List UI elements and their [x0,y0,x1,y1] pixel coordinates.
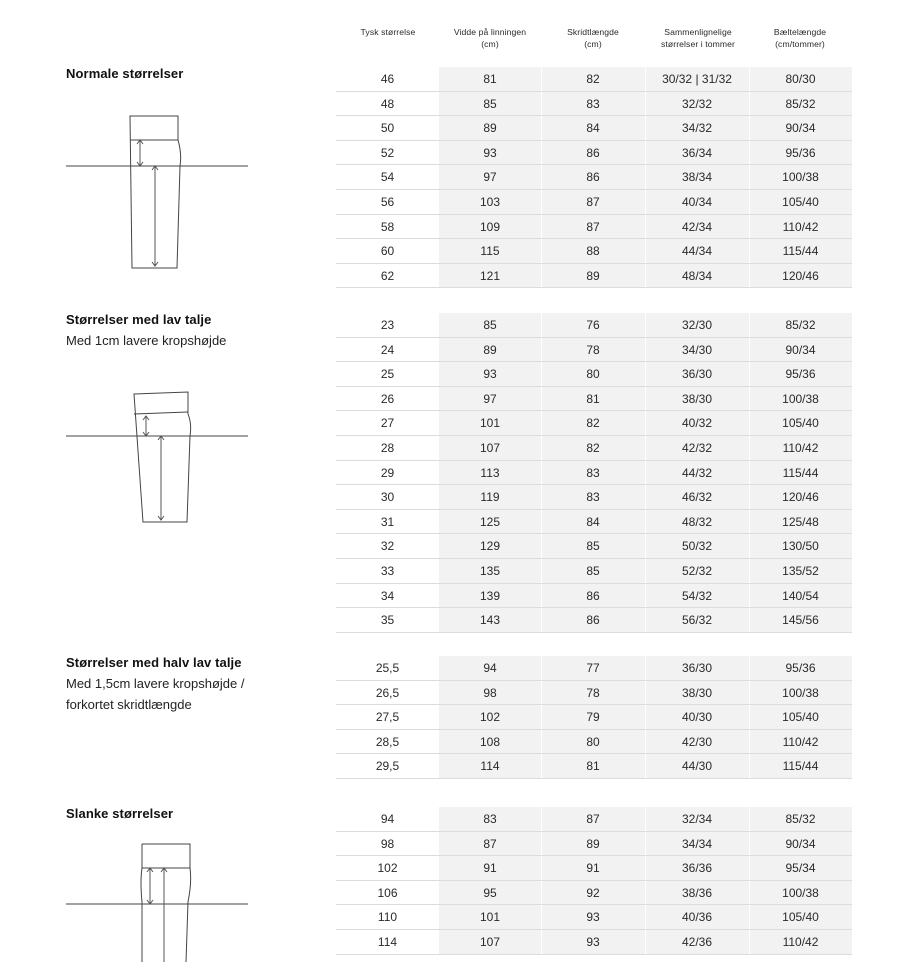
column-header-line: Sammenlignelige [664,27,732,37]
table-cell: 95/34 [785,861,816,876]
table-cell: 87 [483,836,497,851]
table-cell: 25,5 [375,661,400,675]
column-header-line: Vidde på linningen [453,27,527,37]
table-cell: 60 [380,244,395,259]
table-cell: 139 [479,588,501,603]
column-header-line: Tysk størrelse [360,27,416,37]
table-cell: 121 [479,268,501,283]
table-cell: 34 [380,588,395,603]
trouser-measurement-diagram [60,832,260,962]
table-cell: 83 [586,490,600,505]
table-cell: 129 [479,539,501,554]
table-cell: 36/30 [681,367,713,382]
table-cell: 87 [586,219,600,234]
table-cell: 110/42 [782,219,819,234]
table-cell: 97 [483,170,497,185]
table-cell: 30 [380,490,395,505]
table-cell: 81 [586,391,600,406]
table-row [336,190,852,215]
table-cell: 145/56 [782,613,819,628]
table-cell: 105/40 [782,416,819,431]
table-cell: 40/30 [681,710,713,725]
table-cell: 89 [586,268,600,283]
table-cell: 90/34 [785,836,816,851]
table-cell: 81 [586,759,600,774]
table-cell: 120/46 [782,490,819,505]
table-cell: 44/34 [681,244,713,259]
table-cell: 42/32 [681,441,713,455]
table-cell: 56/32 [681,613,713,628]
table-cell: 115 [480,244,500,259]
table-cell: 81 [483,72,497,86]
table-cell: 38/30 [681,685,713,700]
table-cell: 100/38 [782,885,819,900]
table-cell: 38/36 [681,885,713,900]
table-row [336,534,852,559]
table-cell: 58 [380,219,395,234]
table-cell: 76 [586,318,600,332]
table-row [336,141,852,166]
table-header [0,26,907,56]
table-cell: 29,5 [375,759,400,774]
table-cell: 28 [380,441,395,455]
table-cell: 108 [479,734,501,749]
table-cell: 42/34 [681,219,713,234]
table-cell: 42/30 [681,734,713,749]
table-cell: 100/38 [782,685,819,700]
table-cell: 135/52 [782,564,819,578]
table-cell: 135 [479,564,501,578]
table-cell: 34/32 [681,121,713,136]
table-cell: 93 [586,935,600,949]
section-subtitle: Med 1cm lavere kropshøjde [66,333,227,348]
table-cell: 95/36 [785,145,816,160]
table-cell: 46 [380,72,395,86]
table-row [336,681,852,706]
table-row [336,411,852,436]
table-cell: 28,5 [375,734,400,749]
table-cell: 38/34 [681,170,713,185]
column-header [740,26,860,50]
table-cell: 82 [586,441,600,455]
table-cell: 40/32 [681,416,713,431]
table-row [336,436,852,461]
table-cell: 89 [483,342,497,357]
column-header-line: (cm/tommer) [775,39,825,49]
table-cell: 84 [586,514,600,529]
table-cell: 36/36 [681,861,713,876]
table-row [336,215,852,240]
table-row [336,754,852,779]
table-cell: 125 [479,514,501,529]
table-cell: 95/36 [785,661,816,675]
section-subtitle: forkortet skridtlængde [66,697,192,712]
table-cell: 113 [480,465,500,480]
table-row [336,239,852,264]
table-cell: 40/34 [681,195,713,209]
table-cell: 89 [586,836,600,851]
table-cell: 94 [380,812,395,826]
table-cell: 54/32 [681,588,713,603]
table-cell: 82 [586,416,600,431]
table-cell: 97 [483,391,497,406]
table-cell: 44/32 [681,465,713,480]
table-cell: 105/40 [782,710,819,725]
table-cell: 85 [483,96,497,111]
table-cell: 86 [586,588,600,603]
table-cell: 50/32 [681,539,713,554]
table-row [336,510,852,535]
table-cell: 91 [483,861,497,876]
table-cell: 102 [377,861,398,876]
table-row [336,608,852,633]
table-cell: 130/50 [782,539,819,554]
table-cell: 32/32 [681,96,713,111]
section-subtitle: Med 1,5cm lavere kropshøjde / [66,676,245,691]
column-header-line: Skridtlængde [567,27,619,37]
table-cell: 83 [586,96,600,111]
table-cell: 80/30 [785,72,816,86]
table-cell: 95/36 [785,367,816,382]
section-title: Størrelser med lav talje [66,312,212,327]
table-cell: 80 [586,367,600,382]
table-cell: 90/34 [785,121,816,136]
table-cell: 27,5 [375,710,400,725]
table-cell: 143 [479,613,501,628]
table-cell: 50 [380,121,395,136]
table-cell: 115/44 [782,244,819,259]
table-cell: 36/30 [681,661,713,675]
column-header-line: (cm) [584,39,602,49]
table-cell: 84 [586,121,600,136]
table-cell: 40/36 [681,910,713,925]
table-cell: 93 [483,367,497,382]
table-row [336,930,852,955]
table-cell: 23 [380,318,395,332]
table-cell: 115/44 [782,465,819,480]
table-cell: 31 [380,514,395,529]
table-cell: 91 [586,861,600,876]
table-cell: 105/40 [782,910,819,925]
table-cell: 85/32 [785,812,816,826]
table-cell: 79 [586,710,600,725]
table-row [336,485,852,510]
table-cell: 100/38 [782,170,819,185]
table-row [336,116,852,141]
table-row [336,338,852,363]
table-cell: 110/42 [782,441,819,455]
column-header-line: Bæltelængde [773,27,827,37]
trouser-measurement-diagram [60,384,260,554]
column-header-line: (cm) [481,39,499,49]
table-cell: 86 [586,613,600,628]
table-cell: 107 [479,441,501,455]
table-row [336,362,852,387]
table-cell: 106 [377,885,398,900]
table-cell: 78 [586,685,600,700]
table-cell: 35 [380,613,395,628]
table-cell: 46/32 [681,490,713,505]
table-row [336,705,852,730]
trouser-measurement-diagram [60,108,260,278]
table-row [336,165,852,190]
table-cell: 98 [380,836,395,851]
table-cell: 34/30 [681,342,713,357]
table-cell: 33 [380,564,395,578]
table-cell: 48/34 [681,268,713,283]
table-cell: 83 [483,812,497,826]
column-header [430,26,550,50]
table-cell: 56 [380,195,395,209]
table-cell: 115/44 [782,759,819,774]
column-header-line: størrelser i tommer [661,39,735,49]
table-cell: 102 [479,710,501,725]
table-cell: 38/30 [681,391,713,406]
table-cell: 110/42 [782,935,819,949]
table-cell: 29 [380,465,395,480]
table-cell: 26 [380,391,395,406]
table-cell: 25 [380,367,395,382]
table-cell: 34/34 [681,836,713,851]
table-cell: 86 [586,145,600,160]
table-row [336,92,852,117]
table-cell: 94 [483,661,497,675]
table-cell: 85 [586,539,600,554]
table-cell: 101 [479,416,501,431]
table-row [336,461,852,486]
table-cell: 52 [380,145,395,160]
table-row [336,730,852,755]
table-cell: 89 [483,121,497,136]
table-row [336,807,852,832]
table-row [336,656,852,681]
table-cell: 62 [380,268,395,283]
table-cell: 32 [380,539,395,554]
table-cell: 42/36 [681,935,713,949]
table-cell: 36/34 [681,145,713,160]
table-cell: 82 [586,72,600,86]
table-cell: 105/40 [782,195,819,209]
table-cell: 54 [380,170,395,185]
table-cell: 92 [586,885,600,900]
table-row [336,905,852,930]
section-title: Normale størrelser [66,66,184,81]
table-cell: 30/32 | 31/32 [662,72,732,86]
table-cell: 86 [586,170,600,185]
table-cell: 101 [479,910,501,925]
table-cell: 109 [479,219,501,234]
table-cell: 110 [377,910,398,925]
table-row [336,67,852,92]
table-cell: 110/42 [782,734,819,749]
table-cell: 80 [586,734,600,749]
table-cell: 44/30 [681,759,713,774]
table-cell: 48 [380,96,395,111]
table-row [336,832,852,857]
table-row [336,313,852,338]
table-cell: 85/32 [785,96,816,111]
table-cell: 90/34 [785,342,816,357]
table-cell: 52/32 [681,564,713,578]
table-cell: 100/38 [782,391,819,406]
table-row [336,856,852,881]
table-cell: 107 [479,935,501,949]
table-row [336,264,852,289]
table-row [336,584,852,609]
table-cell: 140/54 [782,588,819,603]
table-cell: 27 [380,416,395,431]
table-row [336,387,852,412]
table-cell: 114 [480,759,500,774]
table-cell: 95 [483,885,497,900]
table-cell: 77 [586,661,600,675]
table-cell: 88 [586,244,600,259]
table-row [336,559,852,584]
table-cell: 98 [483,685,497,700]
table-cell: 32/30 [681,318,713,332]
table-cell: 83 [586,465,600,480]
table-cell: 125/48 [782,514,819,529]
table-cell: 87 [586,195,600,209]
table-cell: 24 [380,342,395,357]
section-title: Slanke størrelser [66,806,174,821]
table-cell: 93 [483,145,497,160]
table-cell: 103 [479,195,501,209]
table-row [336,881,852,906]
table-cell: 48/32 [681,514,713,529]
table-cell: 87 [586,812,600,826]
table-cell: 119 [480,490,500,505]
table-cell: 114 [377,935,398,949]
table-cell: 85/32 [785,318,816,332]
table-cell: 93 [586,910,600,925]
table-cell: 85 [483,318,497,332]
table-cell: 26,5 [375,685,400,700]
table-cell: 32/34 [681,812,713,826]
table-cell: 85 [586,564,600,578]
section-title: Størrelser med halv lav talje [66,655,242,670]
table-cell: 78 [586,342,600,357]
table-cell: 120/46 [782,268,819,283]
column-header [533,26,653,50]
